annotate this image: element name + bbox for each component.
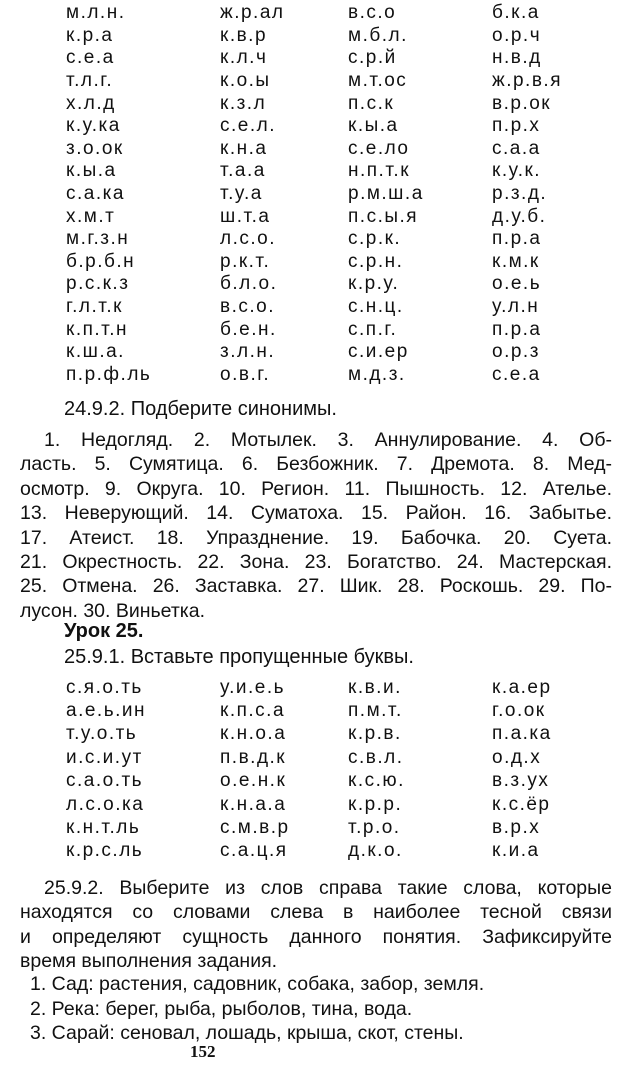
letter-grid-25	[66, 676, 606, 863]
letter-cell: х.м.т	[66, 205, 116, 227]
page-number: 152	[190, 1042, 216, 1061]
grid-row	[66, 840, 606, 863]
letter-cell: т.у.о.ть	[66, 723, 138, 745]
letter-cell: к.н.а	[220, 137, 268, 159]
grid-row	[66, 251, 606, 274]
letter-cell: п.р.х	[492, 115, 541, 137]
letter-cell: к.у.к.	[492, 160, 542, 182]
letter-cell: п.р.а	[492, 318, 542, 340]
grid-row	[66, 25, 606, 48]
letter-cell: а.е.ь.ин	[66, 700, 146, 722]
letter-cell: к.м.к	[492, 250, 540, 272]
letter-cell: п.р.ф.ль	[66, 363, 152, 385]
letter-cell: п.с.к	[348, 92, 395, 114]
letter-cell: с.а.ка	[66, 183, 125, 205]
letter-cell: м.г.з.н	[66, 228, 130, 250]
grid-row	[66, 273, 606, 296]
synonyms-paragraph	[20, 428, 612, 623]
letter-cell: с.м.в.р	[220, 817, 290, 839]
letter-cell: с.а.о.ть	[66, 770, 144, 792]
synonyms-line: 21. Окрестность. 22. Зона. 23. Богатство. 24. Мастерская.	[20, 551, 612, 574]
letter-cell: г.о.ок	[492, 700, 546, 722]
synonyms-line: 1. Недогляд. 2. Мотылек. 3. Аннулирование. 4. Об-	[44, 429, 612, 451]
letter-cell: в.с.о.	[220, 296, 275, 318]
letter-cell: б.л.о.	[220, 273, 278, 295]
task-heading-24-9-2: 24.9.2. Подберите синонимы.	[64, 398, 337, 420]
task-25-9-2-line: время выполнения задания.	[20, 950, 278, 973]
letter-cell: н.п.т.к	[348, 160, 411, 182]
letter-cell: д.у.б.	[492, 205, 547, 227]
grid-row	[66, 138, 606, 161]
grid-row	[66, 160, 606, 183]
letter-cell: к.р.р.	[348, 793, 403, 815]
letter-cell: м.б.л.	[348, 24, 408, 46]
letter-cell: т.л.г.	[66, 70, 114, 92]
letter-cell: п.а.ка	[492, 723, 552, 745]
grid-row	[66, 746, 606, 769]
letter-cell: к.о.ы	[220, 70, 271, 92]
letter-cell: д.к.о.	[348, 840, 403, 862]
letter-cell: с.а.а	[492, 137, 541, 159]
grid-row	[66, 676, 606, 699]
letter-cell: р.м.ш.а	[348, 183, 424, 205]
letter-cell: к.с.ю.	[348, 770, 405, 792]
letter-cell: к.ы.а	[348, 115, 399, 137]
grid-row	[66, 364, 606, 387]
task-item: 2. Река: берег, рыба, рыболов, тина, вода.	[30, 997, 413, 1020]
letter-cell: с.н.ц.	[348, 296, 404, 318]
letter-cell: в.с.о	[348, 2, 397, 24]
letter-cell: с.в.л.	[348, 746, 404, 768]
letter-cell: к.н.о.а	[220, 723, 287, 745]
grid-row	[66, 2, 606, 25]
letter-cell: м.т.ос	[348, 70, 408, 92]
letter-cell: с.е.а	[492, 363, 541, 385]
letter-cell: у.и.е.ь	[220, 676, 286, 698]
letter-cell: т.а.а	[220, 160, 266, 182]
letter-cell: у.л.н	[492, 296, 540, 318]
letter-cell: н.в.д	[492, 47, 542, 69]
task-25-9-2-paragraph	[20, 876, 612, 974]
letter-cell: к.ы.а	[66, 160, 117, 182]
letter-cell: ж.р.ал	[220, 2, 285, 24]
letter-cell: к.н.а.а	[220, 793, 287, 815]
letter-cell: о.в.г.	[220, 363, 271, 385]
letter-cell: к.л.ч	[220, 47, 268, 69]
letter-cell: в.р.ок	[492, 92, 552, 114]
letter-grid-24	[66, 2, 606, 386]
letter-cell: о.р.ч	[492, 24, 542, 46]
letter-cell: к.р.у.	[348, 273, 400, 295]
grid-row	[66, 341, 606, 364]
synonyms-line: ласть. 5. Сумятица. 6. Безбожник. 7. Дремота. 8. Мед-	[20, 453, 612, 476]
grid-row	[66, 699, 606, 722]
letter-cell: с.а.ц.я	[220, 840, 288, 862]
letter-cell: о.д.х	[492, 746, 542, 768]
letter-cell: к.в.р	[220, 24, 268, 46]
letter-cell: б.е.н.	[220, 318, 277, 340]
letter-cell: с.е.ло	[348, 137, 410, 159]
letter-cell: к.и.а	[492, 840, 540, 862]
grid-row	[66, 183, 606, 206]
task-25-9-2-line: и определяют сущность данного понятия. Зафиксируйте	[20, 925, 612, 948]
grid-row	[66, 92, 606, 115]
letter-cell: с.и.ер	[348, 341, 409, 363]
letter-cell: ж.р.в.я	[492, 70, 562, 92]
letter-cell: п.р.а	[492, 228, 542, 250]
synonyms-line: лусон. 30. Виньетка.	[20, 599, 206, 622]
letter-cell: к.р.в.	[348, 723, 402, 745]
letter-cell: к.р.с.ль	[66, 840, 144, 862]
task-item: 3. Сарай: сеновал, лошадь, крыша, скот, стены.	[30, 1022, 464, 1044]
letter-cell: з.о.ок	[66, 137, 124, 159]
task-25-9-2-line: находятся со словами слева в наиболее тесной связи	[20, 901, 612, 924]
lesson-title: Урок 25.	[64, 620, 144, 642]
letter-cell: к.у.ка	[66, 115, 121, 137]
letter-cell: к.п.с.а	[220, 700, 286, 722]
letter-cell: и.с.и.ут	[66, 746, 143, 768]
letter-cell: т.р.о.	[348, 817, 401, 839]
letter-cell: к.п.т.н	[66, 318, 129, 340]
letter-cell: с.е.л.	[220, 115, 276, 137]
letter-cell: к.з.л	[220, 92, 267, 114]
letter-cell: о.е.н.к	[220, 770, 287, 792]
letter-cell: в.з.ух	[492, 770, 550, 792]
letter-cell: б.к.а	[492, 2, 540, 24]
letter-cell: б.р.б.н	[66, 250, 136, 272]
letter-cell: п.м.т.	[348, 700, 403, 722]
letter-cell: л.с.о.	[220, 228, 276, 250]
letter-cell: с.я.о.ть	[66, 676, 143, 698]
letter-cell: с.е.а	[66, 47, 115, 69]
letter-cell: к.н.т.ль	[66, 817, 141, 839]
grid-row	[66, 296, 606, 319]
letter-cell: г.л.т.к	[66, 296, 123, 318]
grid-row	[66, 70, 606, 93]
letter-cell: к.в.и.	[348, 676, 402, 698]
letter-cell: л.с.о.ка	[66, 793, 145, 815]
letter-cell: п.в.д.к	[220, 746, 287, 768]
grid-row	[66, 723, 606, 746]
grid-row	[66, 318, 606, 341]
grid-row	[66, 816, 606, 839]
grid-row	[66, 115, 606, 138]
letter-cell: к.а.ер	[492, 676, 552, 698]
letter-cell: р.з.д.	[492, 183, 548, 205]
letter-cell: в.р.х	[492, 817, 541, 839]
letter-cell: к.с.ёр	[492, 793, 551, 815]
letter-cell: к.р.а	[66, 24, 114, 46]
letter-cell: с.р.й	[348, 47, 397, 69]
synonyms-line: осмотр. 9. Округа. 10. Регион. 11. Пышность. 12. Ателье.	[20, 477, 612, 500]
task-heading-25-9-1: 25.9.1. Вставьте пропущенные буквы.	[64, 646, 414, 668]
grid-row	[66, 228, 606, 251]
synonyms-line: 17. Атеист. 18. Упразднение. 19. Бабочка. 20. Суета.	[20, 526, 612, 549]
synonyms-line: 25. Отмена. 26. Заставка. 27. Шик. 28. Роскошь. 29. По-	[20, 575, 612, 598]
task-25-9-2-line: 25.9.2. Выберите из слов справа такие слова, которые	[44, 877, 612, 899]
letter-cell: с.п.г.	[348, 318, 398, 340]
synonyms-line: 13. Неверующий. 14. Суматоха. 15. Район. 16. Забытье.	[20, 502, 612, 525]
grid-row	[66, 205, 606, 228]
letter-cell: т.у.а	[220, 183, 263, 205]
letter-cell: х.л.д	[66, 92, 116, 114]
letter-cell: п.с.ы.я	[348, 205, 419, 227]
letter-cell: м.д.з.	[348, 363, 406, 385]
letter-cell: р.к.т.	[220, 250, 271, 272]
grid-row	[66, 770, 606, 793]
letter-cell: м.л.н.	[66, 2, 126, 24]
grid-row	[66, 793, 606, 816]
letter-cell: о.е.ь	[492, 273, 542, 295]
letter-cell: с.р.к.	[348, 228, 402, 250]
task-25-9-2-items	[30, 972, 484, 1046]
letter-cell: ш.т.а	[220, 205, 271, 227]
letter-cell: к.ш.а.	[66, 341, 125, 363]
letter-cell: р.с.к.з	[66, 273, 130, 295]
letter-cell: о.р.з	[492, 341, 540, 363]
letter-cell: з.л.н.	[220, 341, 276, 363]
letter-cell: с.р.н.	[348, 250, 404, 272]
task-item: 1. Сад: растения, садовник, собака, забор, земля.	[30, 973, 485, 995]
grid-row	[66, 47, 606, 70]
